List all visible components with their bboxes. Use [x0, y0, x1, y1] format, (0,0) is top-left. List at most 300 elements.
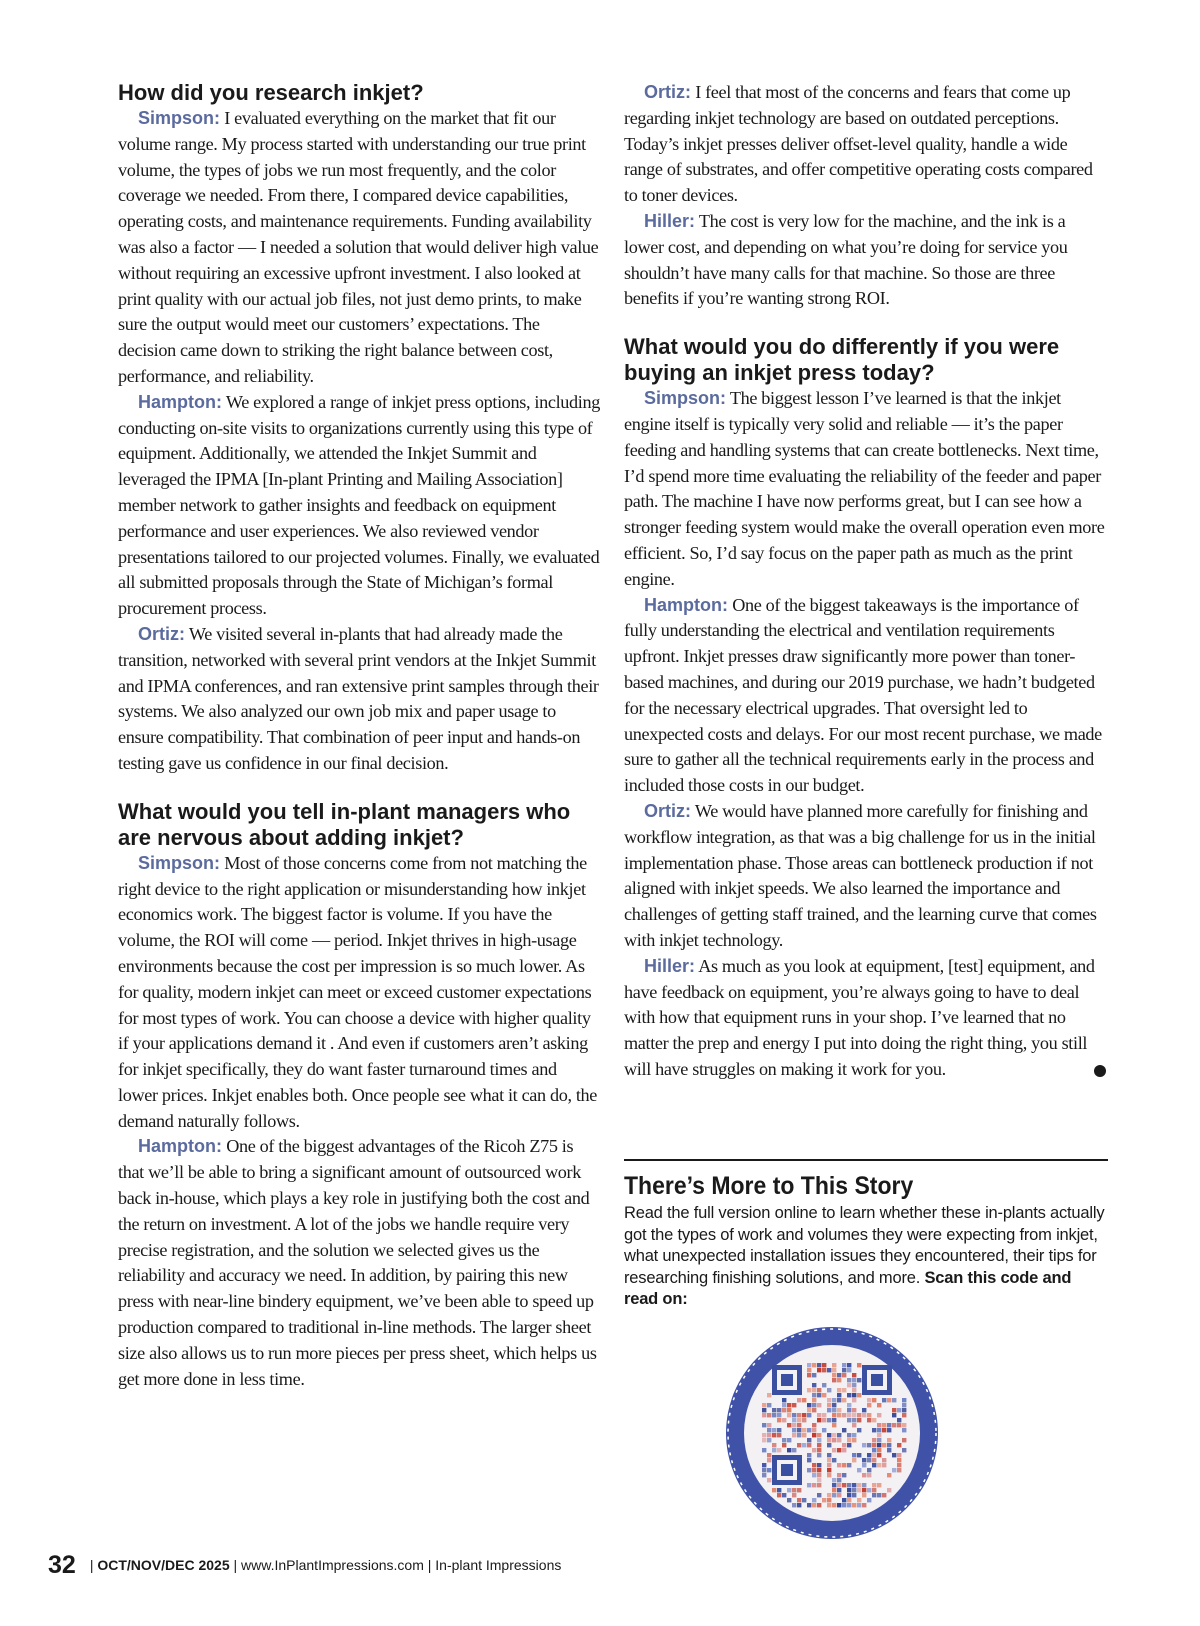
- qr-module: [817, 1413, 821, 1417]
- qr-module: [832, 1448, 836, 1452]
- qr-module: [842, 1368, 846, 1372]
- qr-module: [802, 1418, 806, 1422]
- qr-module: [872, 1418, 876, 1422]
- qr-module: [817, 1393, 821, 1397]
- qr-module: [847, 1418, 851, 1422]
- qr-module: [892, 1468, 896, 1472]
- qr-module: [812, 1403, 816, 1407]
- qr-module: [862, 1458, 866, 1462]
- qr-module: [857, 1393, 861, 1397]
- qr-module: [802, 1498, 806, 1502]
- qr-module: [862, 1443, 866, 1447]
- qr-module: [852, 1433, 856, 1437]
- qr-module: [772, 1488, 776, 1492]
- footer-separator: |: [427, 1557, 432, 1573]
- qr-module: [877, 1413, 881, 1417]
- qr-module: [872, 1458, 876, 1462]
- qr-module: [847, 1493, 851, 1497]
- qr-module: [842, 1483, 846, 1487]
- qr-module: [767, 1458, 771, 1462]
- qr-module: [837, 1388, 841, 1392]
- qr-module: [852, 1383, 856, 1387]
- qr-module: [847, 1378, 851, 1382]
- qr-module: [807, 1453, 811, 1457]
- qr-module: [897, 1408, 901, 1412]
- qr-module: [827, 1503, 831, 1507]
- qr-module: [777, 1433, 781, 1437]
- qr-module: [812, 1388, 816, 1392]
- qr-module: [847, 1408, 851, 1412]
- section-spacer: [624, 312, 1108, 334]
- qr-module: [892, 1398, 896, 1402]
- qr-module: [762, 1463, 766, 1467]
- qr-module: [862, 1488, 866, 1492]
- qr-module: [877, 1403, 881, 1407]
- qr-module: [807, 1458, 811, 1462]
- qr-module: [827, 1498, 831, 1502]
- answer-text: The biggest lesson I’ve learned is that the inkjet engine itself is typically very solid and reliable — it’s the paper feeding and handling systems that can create bottlenecks. Next time, I’d spend more time evaluating the reliability of the feeder and paper path. The machine I have now performs great, but I can see how a stronger feeding system would make the overall operation even more efficient. So, I’d say focus on the paper path as much as the print engine.: [624, 388, 1105, 589]
- qr-module: [852, 1503, 856, 1507]
- footer-separator: |: [233, 1557, 238, 1573]
- qr-module: [852, 1413, 856, 1417]
- qr-module: [847, 1393, 851, 1397]
- qr-module: [802, 1428, 806, 1432]
- speaker-label: Ortiz:: [644, 82, 691, 102]
- qr-module: [887, 1423, 891, 1427]
- qr-module: [877, 1428, 881, 1432]
- qr-module: [852, 1373, 856, 1377]
- footer-url[interactable]: www.InPlantImpressions.com: [241, 1557, 424, 1573]
- qr-module: [842, 1503, 846, 1507]
- speaker-label: Hampton:: [644, 594, 728, 615]
- qr-module: [772, 1408, 776, 1412]
- speaker-label: Hiller:: [644, 210, 696, 231]
- qr-code[interactable]: [724, 1325, 940, 1541]
- qr-module: [832, 1458, 836, 1462]
- qr-module: [812, 1373, 816, 1377]
- qr-module: [807, 1428, 811, 1432]
- answer-text: We would have planned more carefully for finishing and workflow integration, as that was a big challenge for us in the initial implementation phase. Those areas can bottleneck production if not aligned with inkjet speeds. We also learned the importance and challenges of getting staff trained, and the learning curve that comes with inkjet technology.: [624, 800, 1097, 950]
- sidebar-cta: Scan this code and read on:: [624, 1268, 1072, 1308]
- qr-module: [827, 1438, 831, 1442]
- qr-module: [817, 1478, 821, 1482]
- speaker-label: Simpson:: [644, 388, 727, 409]
- qr-module: [847, 1463, 851, 1467]
- qr-finder-top-left: [772, 1365, 802, 1395]
- qr-module: [847, 1413, 851, 1417]
- qr-module: [812, 1408, 816, 1412]
- qr-module: [807, 1503, 811, 1507]
- end-of-article-bullet-icon: [1094, 1065, 1106, 1077]
- qr-module: [847, 1368, 851, 1372]
- qr-module: [817, 1503, 821, 1507]
- qr-module: [797, 1443, 801, 1447]
- qr-module: [792, 1493, 796, 1497]
- sidebar-body-text: Read the full version online to learn whether these in-plants actually got the types of work and volumes they were expecting from inkjet, what unexpected installation issues they encountered, their tips for researching finishing solutions, and more.: [624, 1204, 1105, 1287]
- qr-module: [792, 1488, 796, 1492]
- qr-module: [807, 1443, 811, 1447]
- qr-module: [877, 1443, 881, 1447]
- qr-finder-top-right: [862, 1365, 892, 1395]
- qr-module: [792, 1448, 796, 1452]
- qr-module: [887, 1448, 891, 1452]
- qr-module: [797, 1413, 801, 1417]
- answer-text: We explored a range of inkjet press options, including conducting on-site visits to organizations currently using this type of equipment. Additionally, we attended the Inkjet Summit and leveraged the IPMA [In-plant Printing and Mailing Association] member network to gather insights and feedback on equipment performance and user experiences. We also reviewed vendor presentations tailored to our projected volumes. Finally, we evaluated all submitted proposals through the State of Michigan’s formal procurement process.: [118, 391, 600, 619]
- qr-module: [882, 1423, 886, 1427]
- qr-module: [832, 1413, 836, 1417]
- qr-module: [812, 1498, 816, 1502]
- qr-module: [837, 1473, 841, 1477]
- qr-module: [812, 1463, 816, 1467]
- qr-module: [827, 1418, 831, 1422]
- qr-module: [877, 1463, 881, 1467]
- qr-module: [822, 1413, 826, 1417]
- left-column: [118, 80, 600, 1392]
- qr-module: [882, 1463, 886, 1467]
- qr-module: [847, 1433, 851, 1437]
- qr-module: [842, 1413, 846, 1417]
- qr-module: [812, 1433, 816, 1437]
- qr-module: [837, 1413, 841, 1417]
- qr-module: [867, 1498, 871, 1502]
- speaker-label: Simpson:: [138, 852, 221, 873]
- qr-module: [792, 1428, 796, 1432]
- qr-module: [787, 1408, 791, 1412]
- qr-module: [827, 1443, 831, 1447]
- qr-module: [767, 1433, 771, 1437]
- qr-module: [762, 1413, 766, 1417]
- qr-module: [867, 1488, 871, 1492]
- qr-module: [842, 1473, 846, 1477]
- qr-module: [802, 1433, 806, 1437]
- qr-module: [887, 1473, 891, 1477]
- qr-module: [847, 1438, 851, 1442]
- qr-module: [902, 1423, 906, 1427]
- footer-separator: |: [89, 1557, 94, 1573]
- qr-module: [897, 1418, 901, 1422]
- qr-module: [787, 1403, 791, 1407]
- qr-module: [767, 1423, 771, 1427]
- answer-paragraph: [118, 851, 600, 1135]
- qr-module: [832, 1368, 836, 1372]
- qr-module: [897, 1423, 901, 1427]
- qr-module: [892, 1453, 896, 1457]
- qr-module: [827, 1408, 831, 1412]
- qr-module: [797, 1428, 801, 1432]
- qr-module: [777, 1428, 781, 1432]
- qr-module: [787, 1498, 791, 1502]
- qr-module: [837, 1478, 841, 1482]
- qr-module: [797, 1503, 801, 1507]
- qr-module: [802, 1413, 806, 1417]
- qr-module: [797, 1423, 801, 1427]
- qr-module: [762, 1423, 766, 1427]
- qr-module: [832, 1418, 836, 1422]
- qr-module: [872, 1488, 876, 1492]
- qr-module: [787, 1413, 791, 1417]
- qr-module: [807, 1368, 811, 1372]
- qr-module: [877, 1453, 881, 1457]
- qr-module: [872, 1438, 876, 1442]
- qr-module: [787, 1448, 791, 1452]
- qr-module: [837, 1493, 841, 1497]
- qr-module: [852, 1488, 856, 1492]
- qr-module: [877, 1493, 881, 1497]
- qr-module: [807, 1483, 811, 1487]
- qr-module: [792, 1418, 796, 1422]
- qr-module: [822, 1363, 826, 1367]
- qr-module: [812, 1393, 816, 1397]
- qr-module: [832, 1403, 836, 1407]
- qr-module: [867, 1418, 871, 1422]
- qr-module: [817, 1483, 821, 1487]
- qr-module: [837, 1408, 841, 1412]
- answer-text: I feel that most of the concerns and fears that come up regarding inkjet technology are based on outdated perceptions. Today’s inkjet presses deliver offset-level quality, handle a wide range of substrates, and offer competitive operating costs compared to toner devices.: [624, 82, 1093, 206]
- qr-module: [877, 1423, 881, 1427]
- qr-module: [792, 1423, 796, 1427]
- qr-module: [797, 1433, 801, 1437]
- question-heading-differently: What would you do differently if you were buying an inkjet press today?: [624, 334, 1060, 386]
- qr-module: [837, 1503, 841, 1507]
- qr-module: [832, 1373, 836, 1377]
- qr-module: [812, 1398, 816, 1402]
- qr-module: [767, 1438, 771, 1442]
- qr-module: [807, 1438, 811, 1442]
- qr-module: [812, 1503, 816, 1507]
- qr-module: [827, 1453, 831, 1457]
- qr-module: [832, 1493, 836, 1497]
- qr-module: [812, 1428, 816, 1432]
- qr-module: [867, 1453, 871, 1457]
- qr-module: [782, 1418, 786, 1422]
- qr-module: [857, 1418, 861, 1422]
- more-story-sidebar: [624, 1159, 1108, 1311]
- qr-module: [887, 1398, 891, 1402]
- qr-module: [852, 1493, 856, 1497]
- qr-module: [837, 1448, 841, 1452]
- qr-module: [837, 1433, 841, 1437]
- qr-module: [867, 1458, 871, 1462]
- qr-module: [827, 1493, 831, 1497]
- qr-module: [852, 1438, 856, 1442]
- qr-module: [862, 1493, 866, 1497]
- qr-module: [827, 1388, 831, 1392]
- qr-module: [847, 1483, 851, 1487]
- qr-module: [822, 1383, 826, 1387]
- qr-module: [897, 1468, 901, 1472]
- qr-module: [817, 1418, 821, 1422]
- qr-module: [817, 1433, 821, 1437]
- answer-paragraph: [624, 209, 1108, 312]
- qr-module: [797, 1498, 801, 1502]
- answer-paragraph: [624, 799, 1108, 954]
- qr-module: [862, 1483, 866, 1487]
- answer-paragraph: [118, 390, 600, 622]
- qr-module: [767, 1453, 771, 1457]
- answer-text: One of the biggest advantages of the Ricoh Z75 is that we’ll be able to bring a significant amount of outsourced work back in-house, which plays a key role in justifying both the cost and the return on investment. A lot of the jobs we handle require very precise registration, and the solution we selected gives us the reliability and accuracy we need. In addition, by pairing this new press with near-line bindery equipment, we’ve been able to speed up production compared to traditional in-line methods. The larger sheet size also allows us to run more pieces per press sheet, which helps us get more done in less time.: [118, 1136, 597, 1389]
- qr-module: [827, 1458, 831, 1462]
- qr-module: [807, 1403, 811, 1407]
- qr-module: [852, 1398, 856, 1402]
- qr-module: [807, 1388, 811, 1392]
- qr-module: [842, 1498, 846, 1502]
- qr-module: [787, 1488, 791, 1492]
- qr-module: [872, 1493, 876, 1497]
- qr-module: [817, 1368, 821, 1372]
- qr-module: [852, 1483, 856, 1487]
- qr-module: [842, 1428, 846, 1432]
- qr-module: [872, 1483, 876, 1487]
- qr-module: [842, 1373, 846, 1377]
- qr-module: [767, 1413, 771, 1417]
- qr-module: [882, 1398, 886, 1402]
- qr-module: [887, 1438, 891, 1442]
- qr-module: [782, 1403, 786, 1407]
- qr-module: [812, 1448, 816, 1452]
- footer-text: [90, 1557, 562, 1573]
- qr-module: [832, 1398, 836, 1402]
- qr-module: [872, 1398, 876, 1402]
- qr-module: [767, 1478, 771, 1482]
- qr-module: [782, 1398, 786, 1402]
- qr-module: [797, 1488, 801, 1492]
- qr-module: [767, 1403, 771, 1407]
- qr-module: [872, 1453, 876, 1457]
- qr-module: [872, 1428, 876, 1432]
- qr-module: [892, 1408, 896, 1412]
- qr-module: [822, 1368, 826, 1372]
- qr-module: [822, 1418, 826, 1422]
- qr-module: [867, 1403, 871, 1407]
- answer-paragraph: [624, 80, 1108, 209]
- qr-module: [807, 1468, 811, 1472]
- qr-code-icon: [724, 1325, 940, 1541]
- qr-module: [792, 1503, 796, 1507]
- qr-module: [842, 1443, 846, 1447]
- qr-module: [857, 1488, 861, 1492]
- qr-module: [787, 1423, 791, 1427]
- qr-module: [822, 1498, 826, 1502]
- qr-module: [817, 1443, 821, 1447]
- qr-module: [842, 1388, 846, 1392]
- answer-text: Most of those concerns come from not matching the right device to the right application or misunderstanding how inkjet economics work. The biggest factor is volume. If you have the volume, the ROI will come — period. Inkjet thrives in high-usage environments because the cost per impression is so much lower. As for quality, modern inkjet can meet or exceed customer expectations for most types of work. You can choose a device with higher quality if your applications demand it . And even if customers aren’t asking for inkjet specifically, they do want faster turnaround times and lower prices. Inkjet enables both. Once people see what it can do, the demand naturally follows.: [118, 852, 598, 1131]
- qr-module: [872, 1443, 876, 1447]
- qr-module: [817, 1493, 821, 1497]
- qr-module: [882, 1493, 886, 1497]
- qr-module: [887, 1428, 891, 1432]
- qr-module: [832, 1438, 836, 1442]
- qr-module: [847, 1363, 851, 1367]
- qr-module: [857, 1483, 861, 1487]
- qr-module: [882, 1443, 886, 1447]
- speaker-label: Simpson:: [138, 108, 221, 128]
- qr-module: [792, 1403, 796, 1407]
- qr-module: [812, 1483, 816, 1487]
- answer-paragraph: [624, 386, 1108, 592]
- qr-module: [832, 1488, 836, 1492]
- qr-module: [762, 1408, 766, 1412]
- qr-module: [857, 1378, 861, 1382]
- speaker-label: Hampton:: [138, 391, 222, 412]
- question-heading-nervous-managers: What would you tell in-plant managers who are nervous about adding inkjet?: [118, 798, 571, 850]
- qr-module: [847, 1503, 851, 1507]
- qr-module: [867, 1443, 871, 1447]
- qr-module: [832, 1363, 836, 1367]
- answer-paragraph: [118, 622, 600, 777]
- qr-module: [897, 1443, 901, 1447]
- qr-module: [847, 1488, 851, 1492]
- qr-module: [777, 1448, 781, 1452]
- qr-module: [847, 1443, 851, 1447]
- qr-module: [837, 1483, 841, 1487]
- qr-module: [782, 1443, 786, 1447]
- qr-module: [852, 1393, 856, 1397]
- speaker-label: Hiller:: [644, 955, 696, 976]
- qr-module: [857, 1468, 861, 1472]
- qr-module: [877, 1438, 881, 1442]
- qr-module: [837, 1378, 841, 1382]
- qr-module: [837, 1373, 841, 1377]
- qr-module: [762, 1438, 766, 1442]
- qr-module: [802, 1443, 806, 1447]
- qr-module: [822, 1428, 826, 1432]
- qr-module: [867, 1473, 871, 1477]
- qr-module: [842, 1398, 846, 1402]
- qr-module: [797, 1418, 801, 1422]
- qr-module: [777, 1493, 781, 1497]
- qr-module: [857, 1498, 861, 1502]
- qr-module: [837, 1488, 841, 1492]
- qr-module: [837, 1463, 841, 1467]
- qr-module: [817, 1468, 821, 1472]
- qr-module: [817, 1463, 821, 1467]
- qr-module: [897, 1458, 901, 1462]
- answer-text: As much as you look at equipment, [test] equipment, and have feedback on equipment, you’re always going to have to deal with how that equipment runs in your shop. I’ve learned that no matter the prep and energy I put into doing the right thing, you still will have struggles on making it work for you.: [624, 955, 1095, 1079]
- qr-module: [817, 1453, 821, 1457]
- qr-module: [832, 1378, 836, 1382]
- qr-module: [772, 1448, 776, 1452]
- qr-module: [877, 1433, 881, 1437]
- answer-paragraph: [118, 106, 600, 390]
- qr-module: [777, 1488, 781, 1492]
- qr-module: [847, 1383, 851, 1387]
- qr-module: [897, 1453, 901, 1457]
- qr-module: [887, 1443, 891, 1447]
- qr-module: [817, 1388, 821, 1392]
- qr-module: [782, 1493, 786, 1497]
- qr-module: [862, 1413, 866, 1417]
- qr-finder-bottom-left: [772, 1455, 802, 1485]
- qr-module: [817, 1363, 821, 1367]
- qr-module: [762, 1468, 766, 1472]
- qr-module: [867, 1398, 871, 1402]
- qr-module: [837, 1398, 841, 1402]
- page-number: 32: [48, 1550, 76, 1579]
- qr-module: [857, 1363, 861, 1367]
- qr-module: [897, 1463, 901, 1467]
- qr-module: [862, 1463, 866, 1467]
- qr-module: [817, 1403, 821, 1407]
- qr-module: [852, 1418, 856, 1422]
- qr-module: [777, 1418, 781, 1422]
- qr-module: [902, 1448, 906, 1452]
- qr-module: [872, 1448, 876, 1452]
- qr-module: [767, 1468, 771, 1472]
- qr-module: [827, 1398, 831, 1402]
- qr-module: [862, 1408, 866, 1412]
- qr-module: [842, 1363, 846, 1367]
- qr-module: [902, 1428, 906, 1432]
